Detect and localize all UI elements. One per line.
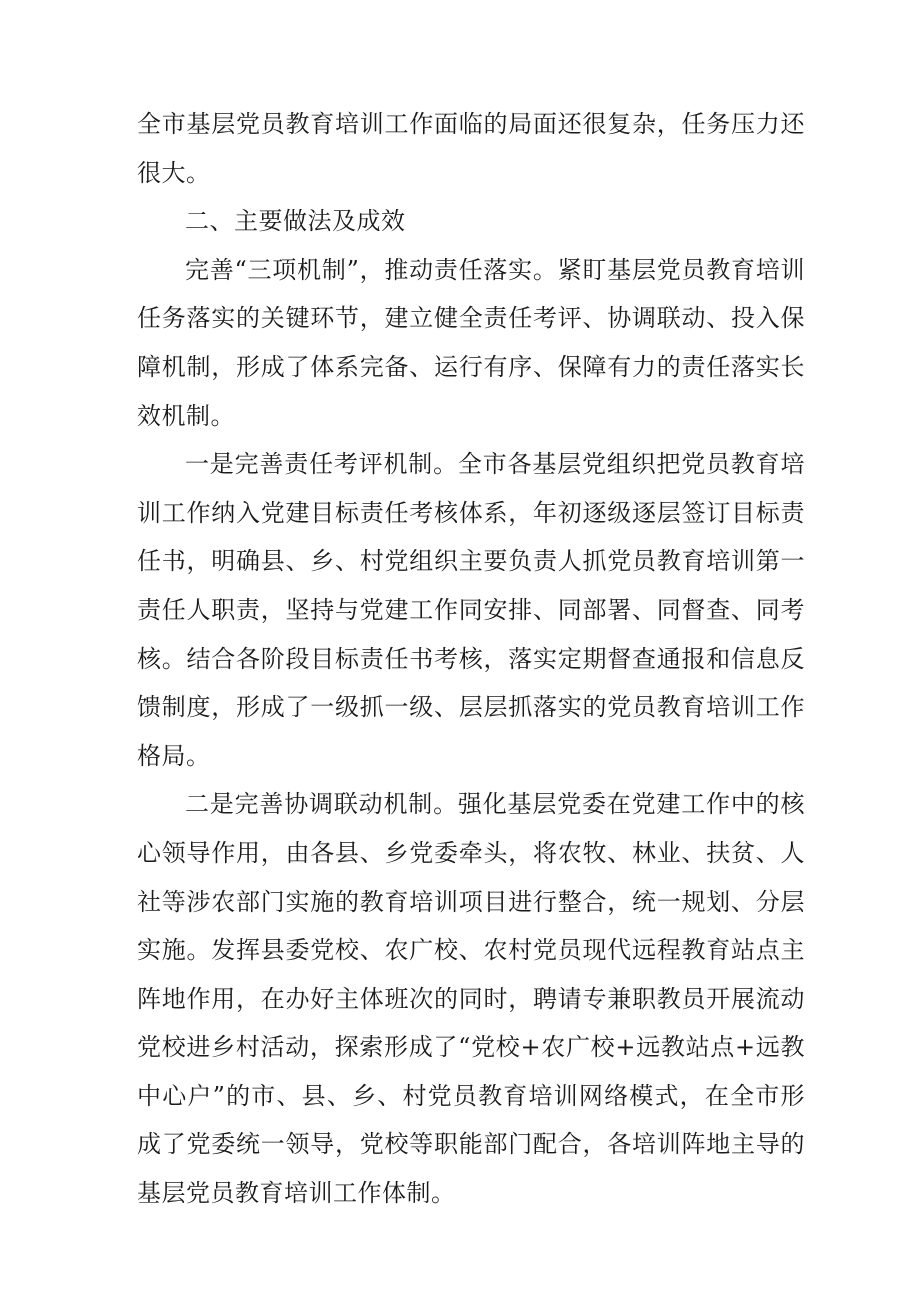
document-body <box>137 100 805 1218</box>
section-heading: 二、主要做法及成效 <box>185 207 406 236</box>
paragraph-three-mechanisms: 完善“三项机制”，推动责任落实。紧盯基层党员教育培训任务落实的关键环节，建立健全责任考评、协调联动、投入保障机制，形成了体系完备、运行有序、保障有力的责任落实长效机制。 <box>137 255 805 430</box>
paragraph-responsibility-evaluation: 一是完善责任考评机制。全市各基层党组织把党员教育培训工作纳入党建目标责任考核体系，年初逐级逐层签订目标责任书，明确县、乡、村党组织主要负责人抓党员教育培训第一责任人职责，坚持与党建工作同安排、同部署、同督查、同考核。结合各阶段目标责任书考核，落实定期督查通报和信息反馈制度，形成了一级抓一级、层层抓落实的党员教育培训工作格局。 <box>137 450 805 770</box>
paragraph-continuation: 全市基层党员教育培训工作面临的局面还很复杂，任务压力还很大。 <box>137 110 805 187</box>
paragraph-coordination-linkage: 二是完善协调联动机制。强化基层党委在党建工作中的核心领导作用，由各县、乡党委牵头，将农牧、林业、扶贫、人社等涉农部门实施的教育培训项目进行整合，统一规划、分层实施。发挥县委党校、农广校、农村党员现代远程教育站点主阵地作用，在办好主体班次的同时，聘请专兼职教员开展流动党校进乡村活动，探索形成了“党校+农广校+远教站点+远教中心户”的市、县、乡、村党员教育培训网络模式，在全市形成了党委统一领导，党校等职能部门配合，各培训阵地主导的基层党员教育培训工作体制。 <box>137 790 805 1208</box>
